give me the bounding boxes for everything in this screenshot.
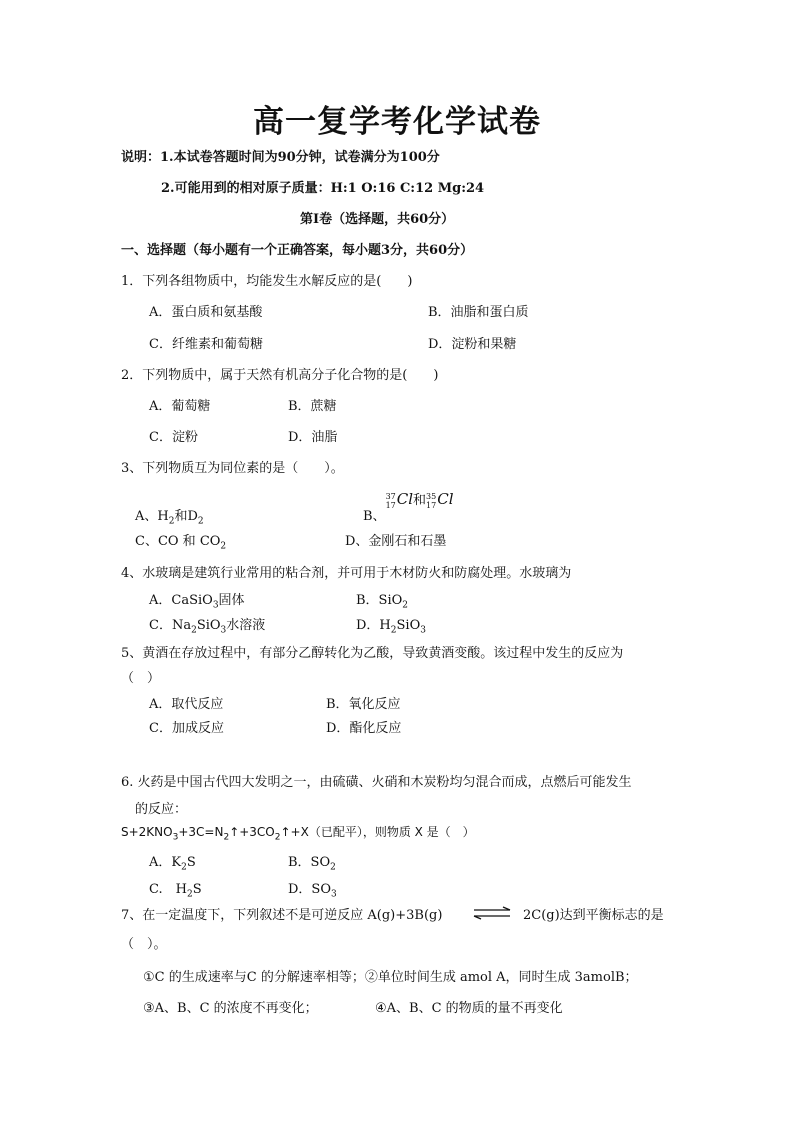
q6-eq-1: S+2KNO <box>121 825 173 839</box>
question-6-option-d <box>288 878 337 900</box>
q4-d-mid: SiO <box>396 618 421 633</box>
page-title: 高一复学考化学试卷 <box>253 104 541 140</box>
q6-eq-sub3: 2 <box>274 832 281 843</box>
q3-b-isotope-1 <box>386 492 396 510</box>
question-5-stem: 5、黄酒在存放过程中，有部分乙醇转化为乙酸，导致黄酒变酸。该过程中发生的反应为 <box>121 646 624 661</box>
question-6-option-b <box>288 851 336 873</box>
q6-d-sub: 3 <box>331 889 337 900</box>
q6-a-pre: A．K <box>149 855 182 870</box>
q3-b-iso2-z: 17 <box>426 500 437 510</box>
question-5-option-a: A．取代反应 <box>149 697 224 712</box>
question-3-option-a <box>135 505 204 527</box>
question-3-option-c <box>135 530 226 552</box>
question-2-option-a: A．葡萄糖 <box>149 399 211 414</box>
q3-b-iso1-mass: 37 <box>385 491 396 501</box>
question-4-option-b <box>356 589 408 611</box>
q4-a-sub: 3 <box>212 600 219 611</box>
question-5-stem-2: （ ） <box>121 671 161 686</box>
q4-d-sub2: 3 <box>420 625 426 636</box>
q3-a-sub1: 2 <box>168 516 175 527</box>
q3-b-and: 和 <box>413 493 427 508</box>
question-5-option-d: D．酯化反应 <box>326 721 402 736</box>
reversible-arrow-icon <box>472 906 512 920</box>
q4-d-pre: D．H <box>356 618 391 633</box>
question-1-stem: 1．下列各组物质中，均能发生水解反应的是( ) <box>121 274 413 289</box>
q4-c-post: 水溶液 <box>226 618 266 633</box>
question-2-option-b: B．蔗糖 <box>288 399 337 414</box>
section-heading: 一、选择题（每小题有一个正确答案，每小题3分，共60分） <box>121 243 474 258</box>
question-6-equation <box>121 823 475 842</box>
q3-c-prefix: C、CO 和 CO <box>135 534 221 549</box>
question-4-option-c <box>149 614 265 636</box>
q6-b-sub: 2 <box>330 862 336 873</box>
question-5-option-c: C．加成反应 <box>149 721 224 736</box>
q6-eq-3: ↑+3CO <box>229 825 275 839</box>
q3-b-prefix: B、 <box>363 509 386 524</box>
q4-d-sub1: 2 <box>390 625 397 636</box>
q4-c-pre: C．Na <box>149 618 192 633</box>
question-2-option-d: D．油脂 <box>288 430 338 445</box>
q6-c-sub: 2 <box>186 889 193 900</box>
instruction-line-2: 2.可能用到的相对原子质量：H:1 O:16 C:12 Mg:24 <box>161 181 485 196</box>
question-7-stem-2: （ ）。 <box>121 937 167 952</box>
q6-eq-2: +3C=N <box>178 825 224 839</box>
q3-b-iso2-mass: 35 <box>426 491 437 501</box>
q4-b-pre: B．SiO <box>356 593 403 608</box>
question-4-stem: 4、水玻璃是建筑行业常用的粘合剂，并可用于木材防火和防腐处理。水玻璃为 <box>121 566 572 581</box>
q4-c-sub1: 2 <box>191 625 197 636</box>
question-4-option-d <box>356 614 426 636</box>
q3-b-iso1-z: 17 <box>385 500 396 510</box>
q6-a-sub: 2 <box>181 862 187 873</box>
question-1-option-d: D．淀粉和果糖 <box>428 337 517 352</box>
question-1-option-b: B．油脂和蛋白质 <box>428 305 529 320</box>
q6-eq-sub2: 2 <box>223 832 230 843</box>
q6-b-pre: B．SO <box>288 855 331 870</box>
q3-b-isotope-2 <box>426 492 436 510</box>
q6-c-pre: C. H <box>149 882 187 897</box>
q6-d-pre: D．SO <box>288 882 331 897</box>
question-7-statement-4: ④A、B、C 的物质的量不再变化 <box>375 1001 563 1016</box>
q6-c-post: S <box>192 882 202 897</box>
question-7-statement-1-2: ①C 的生成速率与C 的分解速率相等；②单位时间生成 amol A，同时生成 3amolB； <box>143 970 638 985</box>
question-3-stem: 3、下列物质互为同位素的是（ ）。 <box>121 461 344 476</box>
part-heading: 第Ⅰ卷（选择题，共60分） <box>300 212 455 227</box>
question-4-option-a <box>149 589 245 611</box>
q3-b-element-2: Cl <box>437 490 454 508</box>
q4-a-post: 固体 <box>218 593 245 608</box>
question-6-option-a <box>149 851 196 873</box>
q6-a-post: S <box>186 855 196 870</box>
question-5-option-b: B．氧化反应 <box>326 697 401 712</box>
question-6-option-c <box>149 878 202 900</box>
question-3-option-b <box>363 489 454 524</box>
question-7-stem-end: 2C(g)达到平衡标志的是 <box>523 908 664 923</box>
question-6-stem-2: 的反应： <box>135 802 188 817</box>
instruction-line-1: 说明：1.本试卷答题时间为90分钟，试卷满分为100分 <box>121 150 440 165</box>
question-2-option-c: C．淀粉 <box>149 430 198 445</box>
q6-eq-4: ↑+X（已配平），则物质 X 是（ ） <box>280 825 475 839</box>
q4-a-pre: A．CaSiO <box>149 593 213 608</box>
question-1-option-a: A．蛋白质和氨基酸 <box>149 305 263 320</box>
question-7-statement-3: ③A、B、C 的浓度不再变化； <box>143 1001 318 1016</box>
q4-c-sub2: 3 <box>220 625 227 636</box>
q3-c-sub: 2 <box>220 541 227 552</box>
question-2-stem: 2．下列物质中，属于天然有机高分子化合物的是( ) <box>121 368 439 383</box>
question-1-option-c: C．纤维素和葡萄糖 <box>149 337 263 352</box>
question-6-stem: 6. 火药是中国古代四大发明之一，由硫磺、火硝和木炭粉均匀混合而成，点燃后可能发生 <box>121 775 632 790</box>
q4-c-mid: SiO <box>196 618 221 633</box>
question-3-option-d: D、金刚石和石墨 <box>345 534 447 549</box>
q3-b-element-1: Cl <box>396 490 414 508</box>
q6-eq-sub1: 3 <box>172 832 179 843</box>
q3-a-prefix: A、H <box>135 509 169 524</box>
q3-a-sub2: 2 <box>197 516 204 527</box>
question-7-stem: 7、在一定温度下，下列叙述不是可逆反应 A(g)+3B(g) <box>121 908 443 923</box>
q3-a-mid: 和D <box>174 509 198 524</box>
q4-b-sub: 2 <box>402 600 409 611</box>
